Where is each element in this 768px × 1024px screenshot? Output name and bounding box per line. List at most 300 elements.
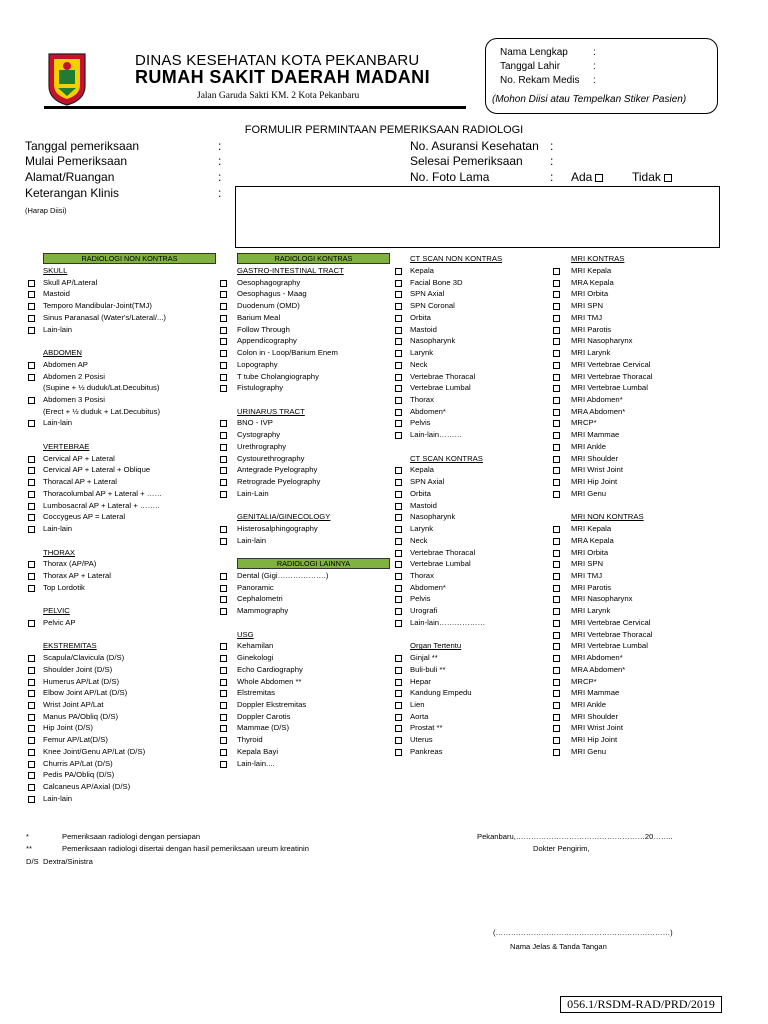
exam-checkbox[interactable] (28, 479, 35, 486)
exam-checkbox[interactable] (553, 303, 560, 310)
exam-checkbox[interactable] (28, 327, 35, 334)
exam-item: MRI Hip Joint (571, 735, 618, 745)
exam-checkbox[interactable] (395, 679, 402, 686)
exam-checkbox[interactable] (553, 409, 560, 416)
exam-item: Aorta (410, 711, 429, 721)
exam-item: MRI Ankle (571, 700, 607, 709)
exam-checkbox[interactable] (395, 655, 402, 662)
exam-item: Lain-lain.... (237, 758, 275, 768)
exam-item: Mammae (D/S) (237, 723, 290, 733)
exam-checkbox[interactable] (220, 761, 227, 768)
exam-item: Lain-lain (43, 793, 73, 803)
exam-item: Coccygeus AP = Lateral (43, 512, 126, 522)
exam-checkbox[interactable] (395, 280, 402, 287)
exam-item: MRI Abdomen* (571, 653, 623, 663)
exam-checkbox[interactable] (28, 362, 35, 369)
exam-checkbox[interactable] (553, 608, 560, 615)
exam-item: Appendicography (237, 336, 297, 346)
exam-checkbox[interactable] (553, 632, 560, 639)
exam-item: Lain-Lain (237, 488, 269, 498)
exam-checkbox[interactable] (28, 291, 35, 298)
field-selesai-label: Selesai Pemeriksaan (410, 154, 523, 168)
exam-item: Top Lordotik (43, 582, 85, 592)
exam-item: (Erect + ½ duduk + Lat.Decubitus) (43, 406, 161, 416)
exam-checkbox[interactable] (28, 573, 35, 580)
exam-checkbox[interactable] (220, 280, 227, 287)
exam-item: Colon in - Loop/Barium Enem (237, 348, 338, 358)
exam-item: Lain-lain (43, 324, 73, 334)
exam-checkbox[interactable] (220, 679, 227, 686)
exam-checkbox[interactable] (28, 796, 35, 803)
exam-item: MRI Vertebrae Cervical (571, 617, 651, 627)
exam-checkbox[interactable] (553, 679, 560, 686)
exam-item: Kepala (410, 266, 434, 275)
exam-item: Barium Meal (237, 312, 281, 322)
exam-item: Abdomen AP (43, 359, 88, 369)
exam-checkbox[interactable] (395, 737, 402, 744)
exam-checkbox[interactable] (553, 596, 560, 603)
exam-checkbox[interactable] (28, 280, 35, 287)
exam-checkbox[interactable] (220, 385, 227, 392)
exam-checkbox[interactable] (553, 643, 560, 650)
col4-heading: MRI KONTRAS (571, 254, 625, 263)
exam-item: MRI Parotis (571, 324, 612, 334)
exam-checkbox[interactable] (28, 315, 35, 322)
exam-item: MRI Vertebrae Thoracal (571, 629, 653, 639)
exam-item: Thorax (410, 570, 434, 580)
exam-item: (Supine + ½ duduk/Lat.Decubitus) (43, 383, 160, 393)
exam-item: Vertebrae Lumbal (410, 559, 471, 569)
exam-checkbox[interactable] (553, 538, 560, 545)
patient-mrn-colon: : (593, 75, 596, 86)
hospital-name: RUMAH SAKIT DAERAH MADANI (135, 67, 430, 87)
exam-checkbox[interactable] (28, 620, 35, 627)
exam-item: Skull AP/Lateral (43, 277, 98, 287)
exam-checkbox[interactable] (28, 491, 35, 498)
exam-checkbox[interactable] (553, 444, 560, 451)
exam-item: MRI Hip Joint (571, 477, 618, 487)
exam-item: MRI Kepala (571, 524, 612, 534)
exam-item: Abdomen* (410, 406, 446, 416)
exam-checkbox[interactable] (553, 714, 560, 721)
exam-item: MRI Kepala (571, 266, 612, 275)
exam-item: Vertebrae Thoracal (410, 371, 476, 381)
exam-checkbox[interactable] (220, 596, 227, 603)
exam-checkbox[interactable] (220, 643, 227, 650)
exam-checkbox[interactable] (220, 573, 227, 580)
exam-item: Larynk (410, 524, 434, 534)
exam-item: MRI Orbita (571, 289, 609, 299)
exam-checkbox[interactable] (28, 714, 35, 721)
section-heading: CT SCAN KONTRAS (410, 453, 483, 463)
exam-item: MRI Shoulder (571, 711, 618, 721)
hospital-address: Jalan Garuda Sakti KM. 2 Kota Pekanbaru (197, 91, 360, 101)
exam-checkbox[interactable] (220, 608, 227, 615)
exam-item: Wrist Joint AP/Lat (43, 700, 104, 709)
option-tidak[interactable] (632, 170, 672, 184)
exam-item: Thorax AP + Lateral (43, 570, 112, 580)
exam-checkbox[interactable] (395, 667, 402, 674)
exam-checkbox[interactable] (553, 420, 560, 427)
exam-checkbox[interactable] (28, 420, 35, 427)
exam-checkbox[interactable] (220, 374, 227, 381)
exam-checkbox[interactable] (395, 503, 402, 510)
exam-checkbox[interactable] (28, 585, 35, 592)
exam-item: MRI Ankle (571, 441, 607, 451)
exam-item: Uterus (410, 735, 433, 745)
exam-item: Echo Cardiography (237, 664, 303, 674)
exam-item: Doppler Ekstremitas (237, 700, 307, 709)
exam-item: Manus PA/Obliq (D/S) (43, 711, 119, 721)
exam-item: Ginjal ** (410, 653, 438, 663)
exam-checkbox[interactable] (28, 397, 35, 404)
note-3-mark: D/S (26, 857, 39, 866)
exam-checkbox[interactable] (553, 491, 560, 498)
exam-checkbox[interactable] (395, 725, 402, 732)
exam-checkbox[interactable] (220, 538, 227, 545)
field-foto-lama-label: No. Foto Lama (410, 170, 490, 184)
col2-heading-2: RADIOLOGI LAINNYA (237, 558, 390, 569)
exam-item: MRI Genu (571, 488, 607, 498)
exam-item: Larynk (410, 348, 434, 358)
exam-checkbox[interactable] (395, 596, 402, 603)
exam-checkbox[interactable] (395, 432, 402, 439)
form-title: FORMULIR PERMINTAAN PEMERIKSAAN RADIOLOGI (244, 124, 524, 136)
exam-checkbox[interactable] (28, 761, 35, 768)
exam-checkbox[interactable] (28, 655, 35, 662)
exam-checkbox[interactable] (553, 397, 560, 404)
exam-checkbox[interactable] (28, 667, 35, 674)
exam-checkbox[interactable] (553, 655, 560, 662)
field-mulai-label: Mulai Pemeriksaan (25, 154, 128, 168)
exam-item: MRI Nasopharynx (571, 336, 633, 346)
exam-checkbox[interactable] (395, 338, 402, 345)
section-heading: Organ Tertentu (410, 641, 462, 651)
exam-checkbox[interactable] (395, 327, 402, 334)
option-ada-checkbox[interactable] (595, 174, 603, 182)
exam-item: Nasopharynk (410, 512, 456, 522)
exam-checkbox[interactable] (395, 526, 402, 533)
exam-item: Lain-lain……… (410, 430, 463, 440)
exam-item: Churris AP/Lat (D/S) (43, 758, 113, 768)
field-selesai-colon: : (550, 154, 554, 168)
exam-item: Oesophagus - Maag (237, 289, 307, 299)
exam-checkbox[interactable] (220, 725, 227, 732)
exam-item: Cystography (237, 430, 281, 440)
exam-checkbox[interactable] (395, 749, 402, 756)
section-heading: THORAX (43, 547, 76, 557)
exam-checkbox[interactable] (553, 737, 560, 744)
hospital-logo (47, 52, 87, 106)
sticker-instruction: (Mohon Diisi atau Tempelkan Stiker Pasien) (492, 94, 687, 105)
exam-checkbox[interactable] (395, 409, 402, 416)
exam-item: Scapula/Clavicula (D/S) (43, 653, 125, 663)
exam-checkbox[interactable] (553, 467, 560, 474)
exam-item: Facial Bone 3D (410, 277, 463, 287)
exam-checkbox[interactable] (395, 350, 402, 357)
exam-checkbox[interactable] (553, 268, 560, 275)
section-heading: ABDOMEN (43, 348, 82, 358)
exam-checkbox[interactable] (220, 338, 227, 345)
exam-checkbox[interactable] (395, 491, 402, 498)
exam-item: Pedis PA/Obliq (D/S) (43, 770, 115, 780)
exam-checkbox[interactable] (395, 702, 402, 709)
patient-name-colon: : (593, 47, 596, 58)
exam-item: MRI TMJ (571, 312, 603, 322)
exam-checkbox[interactable] (553, 362, 560, 369)
note-1: Pemeriksaan radiologi dengan persiapan (62, 832, 201, 841)
exam-checkbox[interactable] (553, 280, 560, 287)
exam-item: MRI Larynk (571, 606, 611, 616)
exam-item: Urografi (410, 606, 438, 616)
exam-checkbox[interactable] (220, 303, 227, 310)
exam-checkbox[interactable] (553, 725, 560, 732)
exam-item: Hip Joint (D/S) (43, 723, 93, 733)
exam-checkbox[interactable] (395, 690, 402, 697)
exam-checkbox[interactable] (220, 491, 227, 498)
exam-item: Duodenum (OMD) (237, 301, 300, 311)
exam-checkbox[interactable] (28, 737, 35, 744)
exam-checkbox[interactable] (28, 749, 35, 756)
exam-item: MRCP* (571, 418, 597, 428)
exam-item: Lain-lain (237, 535, 267, 545)
exam-checkbox[interactable] (28, 784, 35, 791)
exam-checkbox[interactable] (553, 291, 560, 298)
exam-checkbox[interactable] (553, 315, 560, 322)
field-alamat-label: Alamat/Ruangan (25, 170, 115, 184)
exam-item: Thorax (AP/PA) (43, 559, 97, 569)
exam-checkbox[interactable] (28, 772, 35, 779)
exam-checkbox[interactable] (553, 456, 560, 463)
exam-checkbox[interactable] (220, 444, 227, 451)
exam-checkbox[interactable] (553, 432, 560, 439)
exam-item: SPN Coronal (410, 301, 455, 311)
exam-checkbox[interactable] (395, 620, 402, 627)
exam-checkbox[interactable] (28, 503, 35, 510)
signature-label: Nama Jelas & Tanda Tangan (510, 942, 607, 951)
exam-checkbox[interactable] (395, 374, 402, 381)
exam-checkbox[interactable] (395, 538, 402, 545)
exam-checkbox[interactable] (553, 385, 560, 392)
exam-checkbox[interactable] (553, 327, 560, 334)
exam-checkbox[interactable] (28, 526, 35, 533)
exam-item: SPN Axial (410, 477, 445, 487)
exam-checkbox[interactable] (220, 467, 227, 474)
exam-item: MRI Genu (571, 746, 607, 756)
exam-checkbox[interactable] (28, 467, 35, 474)
exam-checkbox[interactable] (220, 526, 227, 533)
exam-checkbox[interactable] (28, 456, 35, 463)
exam-checkbox[interactable] (220, 456, 227, 463)
exam-checkbox[interactable] (28, 514, 35, 521)
exam-checkbox[interactable] (553, 479, 560, 486)
exam-item: Prostat ** (410, 723, 443, 733)
exam-item: Pelvis (410, 418, 431, 428)
field-keterangan-label: Keterangan Klinis (25, 186, 120, 200)
exam-checkbox[interactable] (28, 374, 35, 381)
exam-checkbox[interactable] (220, 350, 227, 357)
exam-item: Kehamilan (237, 641, 274, 651)
exam-item: MRI Larynk (571, 348, 611, 358)
exam-item: Mastoid (410, 324, 437, 334)
option-tidak-checkbox[interactable] (664, 174, 672, 182)
field-tanggal-colon: : (218, 139, 222, 153)
exam-item: Lain-lain (43, 524, 73, 534)
exam-item: MRI Mammae (571, 430, 620, 440)
exam-item: Thoracal AP + Lateral (43, 477, 118, 487)
exam-checkbox[interactable] (220, 432, 227, 439)
exam-checkbox[interactable] (395, 420, 402, 427)
exam-checkbox[interactable] (220, 749, 227, 756)
exam-item: Thyroid (237, 735, 263, 745)
section-heading: MRI NON KONTRAS (571, 512, 644, 522)
exam-checkbox[interactable] (553, 573, 560, 580)
exam-checkbox[interactable] (395, 362, 402, 369)
patient-name-label: Nama Lengkap (500, 47, 568, 58)
exam-item: Panoramic (237, 582, 274, 592)
exam-item: Pankreas (410, 746, 443, 756)
note-2-mark: ** (26, 844, 32, 853)
exam-item: Follow Through (237, 324, 290, 334)
exam-checkbox[interactable] (395, 514, 402, 521)
exam-item: Elstremitas (237, 688, 276, 698)
option-ada[interactable] (571, 170, 603, 184)
patient-mrn-label: No. Rekam Medis (500, 75, 580, 86)
exam-item: Cephalometri (237, 594, 283, 604)
option-ada-label: Ada (571, 170, 593, 184)
exam-item: MRA Kepala (571, 535, 614, 545)
exam-checkbox[interactable] (395, 315, 402, 322)
exam-checkbox[interactable] (28, 690, 35, 697)
exam-checkbox[interactable] (553, 561, 560, 568)
exam-checkbox[interactable] (220, 737, 227, 744)
exam-checkbox[interactable] (28, 561, 35, 568)
exam-checkbox[interactable] (395, 561, 402, 568)
sender-label: Dokter Pengirim, (533, 844, 590, 853)
note-3: Dextra/Sinistra (43, 857, 93, 866)
exam-checkbox[interactable] (395, 608, 402, 615)
field-harap-note: (Harap Diisi) (25, 206, 67, 215)
exam-checkbox[interactable] (220, 585, 227, 592)
exam-checkbox[interactable] (220, 667, 227, 674)
exam-checkbox[interactable] (553, 350, 560, 357)
exam-item: Mammography (237, 606, 289, 616)
exam-checkbox[interactable] (220, 714, 227, 721)
exam-item: Thoracolumbal AP + Lateral + …… (43, 488, 163, 498)
exam-checkbox[interactable] (553, 550, 560, 557)
exam-item: Whole Abdomen ** (237, 676, 302, 686)
note-1-mark: * (26, 832, 29, 841)
exam-item: Nasopharynk (410, 336, 456, 346)
patient-dob-label: Tanggal Lahir (500, 61, 561, 72)
exam-item: Abdomen 3 Posisi (43, 395, 105, 405)
exam-checkbox[interactable] (395, 303, 402, 310)
exam-item: MRCP* (571, 676, 597, 686)
exam-item: Temporo Mandibular-Joint(TMJ) (43, 301, 152, 311)
exam-checkbox[interactable] (395, 268, 402, 275)
exam-item: Shoulder Joint (D/S) (43, 664, 113, 674)
section-heading: URINARUS TRACT (237, 406, 305, 416)
exam-item: MRI Wrist Joint (571, 723, 623, 733)
exam-checkbox[interactable] (395, 397, 402, 404)
exam-checkbox[interactable] (220, 479, 227, 486)
exam-item: Doppler Carotis (237, 711, 291, 721)
exam-item: Neck (410, 359, 428, 369)
exam-checkbox[interactable] (28, 679, 35, 686)
exam-checkbox[interactable] (553, 338, 560, 345)
exam-checkbox[interactable] (220, 291, 227, 298)
exam-item: Knee Joint/Genu AP/Lat (D/S) (43, 746, 146, 756)
exam-item: MRI Mammae (571, 688, 620, 698)
exam-checkbox[interactable] (395, 291, 402, 298)
exam-checkbox[interactable] (395, 585, 402, 592)
exam-item: Urethrography (237, 441, 287, 451)
section-heading: VERTEBRAE (43, 441, 90, 451)
exam-item: Femur AP/Lat(D/S) (43, 735, 108, 745)
exam-item: MRI TMJ (571, 570, 603, 580)
exam-checkbox[interactable] (28, 303, 35, 310)
exam-checkbox[interactable] (553, 585, 560, 592)
exam-item: Mastoid (43, 289, 70, 299)
field-tanggal-label: Tanggal pemeriksaan (25, 139, 140, 153)
exam-checkbox[interactable] (553, 526, 560, 533)
exam-item: Antegrade Pyelography (237, 465, 318, 475)
exam-checkbox[interactable] (395, 550, 402, 557)
exam-checkbox[interactable] (553, 749, 560, 756)
exam-checkbox[interactable] (553, 620, 560, 627)
exam-checkbox[interactable] (220, 315, 227, 322)
clinical-notes-box[interactable] (235, 186, 720, 248)
note-2: Pemeriksaan radiologi disertai dengan hasil pemeriksaan ureum kreatinin (62, 844, 309, 853)
exam-item: Vertebrae Thoracal (410, 547, 476, 557)
exam-checkbox[interactable] (395, 714, 402, 721)
exam-checkbox[interactable] (553, 667, 560, 674)
exam-item: Dental (Gigi……………….) (237, 570, 329, 580)
exam-checkbox[interactable] (553, 374, 560, 381)
exam-checkbox[interactable] (220, 690, 227, 697)
col1-heading: RADIOLOGI NON KONTRAS (43, 253, 216, 264)
field-mulai-colon: : (218, 154, 222, 168)
exam-checkbox[interactable] (220, 327, 227, 334)
exam-item: MRI Vertebrae Thoracal (571, 371, 653, 381)
exam-checkbox[interactable] (553, 690, 560, 697)
exam-item: Kepala Bayi (237, 746, 279, 756)
exam-item: Retrograde Pyelography (237, 477, 321, 487)
exam-item: MRI Vertebrae Cervical (571, 359, 651, 369)
exam-item: Kepala (410, 465, 434, 475)
exam-checkbox[interactable] (220, 420, 227, 427)
exam-checkbox[interactable] (553, 702, 560, 709)
exam-item: Buli-buli ** (410, 664, 446, 674)
exam-item: Mastoid (410, 500, 437, 510)
exam-checkbox[interactable] (395, 467, 402, 474)
exam-item: Abdomen 2 Posisi (43, 371, 105, 381)
exam-checkbox[interactable] (395, 479, 402, 486)
exam-checkbox[interactable] (28, 702, 35, 709)
exam-item: MRI Vertebrae Lumbal (571, 641, 648, 651)
exam-checkbox[interactable] (220, 655, 227, 662)
exam-item: BNO - IVP (237, 418, 273, 428)
section-heading: GASTRO-INTESTINAL TRACT (237, 266, 344, 275)
exam-checkbox[interactable] (220, 702, 227, 709)
signature-line: (……………………………………………………………) (493, 928, 673, 937)
exam-checkbox[interactable] (395, 385, 402, 392)
exam-item: Ginekologi (237, 653, 274, 663)
exam-checkbox[interactable] (28, 725, 35, 732)
exam-checkbox[interactable] (395, 573, 402, 580)
exam-checkbox[interactable] (220, 362, 227, 369)
exam-item: MRI Parotis (571, 582, 612, 592)
